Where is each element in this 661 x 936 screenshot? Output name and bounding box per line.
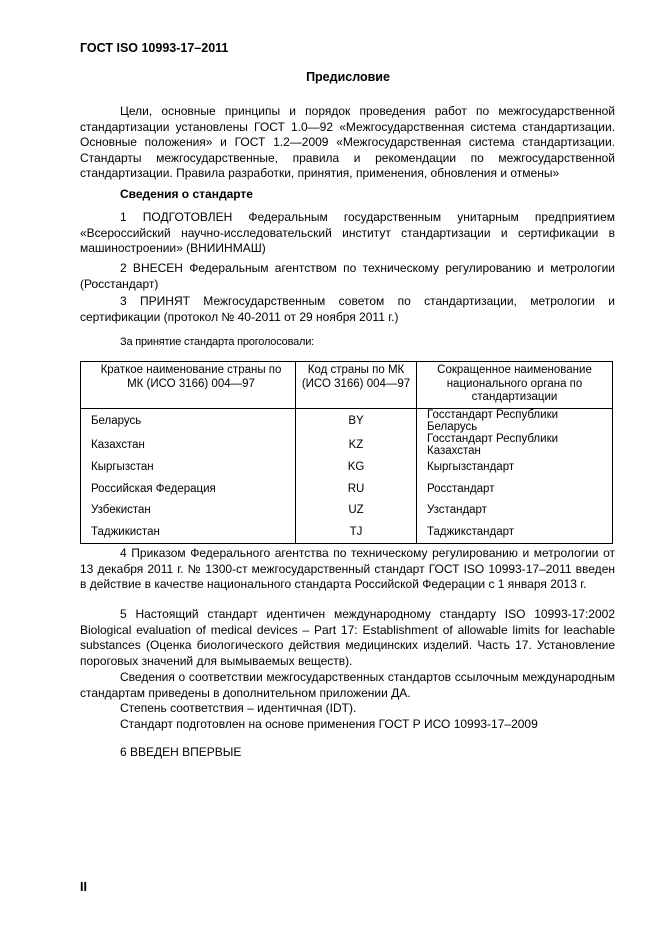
item-2-paragraph: 2 ВНЕСЕН Федеральным агентством по техническому регулированию и метрологии (Росстандарт): [80, 261, 615, 291]
item-6-paragraph: 6 ВВЕДЕН ВПЕРВЫЕ: [120, 745, 242, 759]
code-cell: RU: [296, 478, 417, 500]
column-header-agency: Сокращенное наименование национального органа по стандартизации: [417, 362, 613, 409]
code-cell: UZ: [296, 500, 417, 522]
table-row: [81, 478, 613, 500]
code-cell: KZ: [296, 433, 417, 457]
country-cell: Таджикистан: [91, 526, 160, 539]
country-cell: Казахстан: [91, 438, 145, 451]
info-heading: Сведения о стандарте: [120, 187, 253, 201]
voted-caption: За принятие стандарта проголосовали:: [120, 336, 315, 348]
country-cell: Российская Федерация: [91, 482, 216, 495]
code-cell: KG: [296, 457, 417, 479]
table-header-row: [81, 362, 613, 409]
code-cell: TJ: [296, 521, 417, 543]
agency-cell: Кыргызстандарт: [417, 457, 613, 479]
item-5-references: Сведения о соответствии межгосударственных стандартов ссылочным международным стандартам приведены в дополнительном приложении ДА.: [80, 670, 615, 700]
item-5-basis: Стандарт подготовлен на основе применения ГОСТ Р ИСО 10993-17–2009: [120, 717, 538, 731]
table-row: [81, 433, 613, 457]
code-cell: BY: [296, 408, 417, 433]
agency-cell: Таджикстандарт: [417, 521, 613, 543]
table-row: [81, 457, 613, 479]
page-title: Предисловие: [306, 70, 390, 84]
intro-paragraph: Цели, основные принципы и порядок проведения работ по межгосударственной стандартизации установлены ГОСТ 1.0—92 «Межгосударственная система стандартизации. Основные положения» и ГОСТ 1.2—2009 «Межгосударственная система стандартизации. Стандарты межгосударственные, правила и рекомендации по межгосударственной стандартизации. Правила разработки, принятия, применения, обновления и отмены»: [80, 104, 615, 180]
page-number: II: [80, 880, 87, 894]
item-4-paragraph: 4 Приказом Федерального агентства по техническому регулированию и метрологии от 13 декабря 2011 г. № 1300-ст межгосударственный стандарт ГОСТ ISO 10993-17–2011 введен в действие в качестве национального стандарта Российской Федерации с 1 января 2013 г.: [80, 546, 615, 591]
column-header-code: Код страны по МК (ИСО 3166) 004—97: [296, 362, 417, 409]
agency-cell: Росстандарт: [417, 478, 613, 500]
table-row: [81, 408, 613, 433]
item-1-paragraph: 1 ПОДГОТОВЛЕН Федеральным государственным унитарным предприятием «Всероссийский научно-исследовательский институт стандартизации и сертификации в машиностроении» (ВНИИНМАШ): [80, 210, 615, 255]
voting-table: [80, 361, 613, 544]
country-cell: Беларусь: [91, 414, 142, 427]
column-header-country: Краткое наименование страны по МК (ИСО 3166) 004—97: [81, 362, 296, 409]
agency-cell: Узстандарт: [417, 500, 613, 522]
country-cell: Кыргызстан: [91, 461, 154, 474]
item-5-paragraph: 5 Настоящий стандарт идентичен международному стандарту ISO 10993-17:2002 Biological evaluation of medical devices – Part 17: Establishment of allowable limits for leachable substances (Оценка биологического действия медицинских изделий. Часть 17. Установление пороговых значений для вымываемых веществ).: [80, 607, 615, 668]
document-header: ГОСТ ISO 10993-17–2011: [80, 41, 229, 55]
country-cell: Узбекистан: [91, 504, 151, 517]
item-3-paragraph: 3 ПРИНЯТ Межгосударственным советом по стандартизации, метрологии и сертификации (протокол № 40-2011 от 29 ноября 2011 г.): [80, 294, 615, 324]
table-row: [81, 521, 613, 543]
agency-cell: Госстандарт Республики Казахстан: [417, 433, 613, 457]
agency-cell: Госстандарт Республики Беларусь: [417, 408, 613, 433]
table-row: [81, 500, 613, 522]
item-5-degree: Степень соответствия – идентичная (IDT).: [120, 701, 357, 715]
